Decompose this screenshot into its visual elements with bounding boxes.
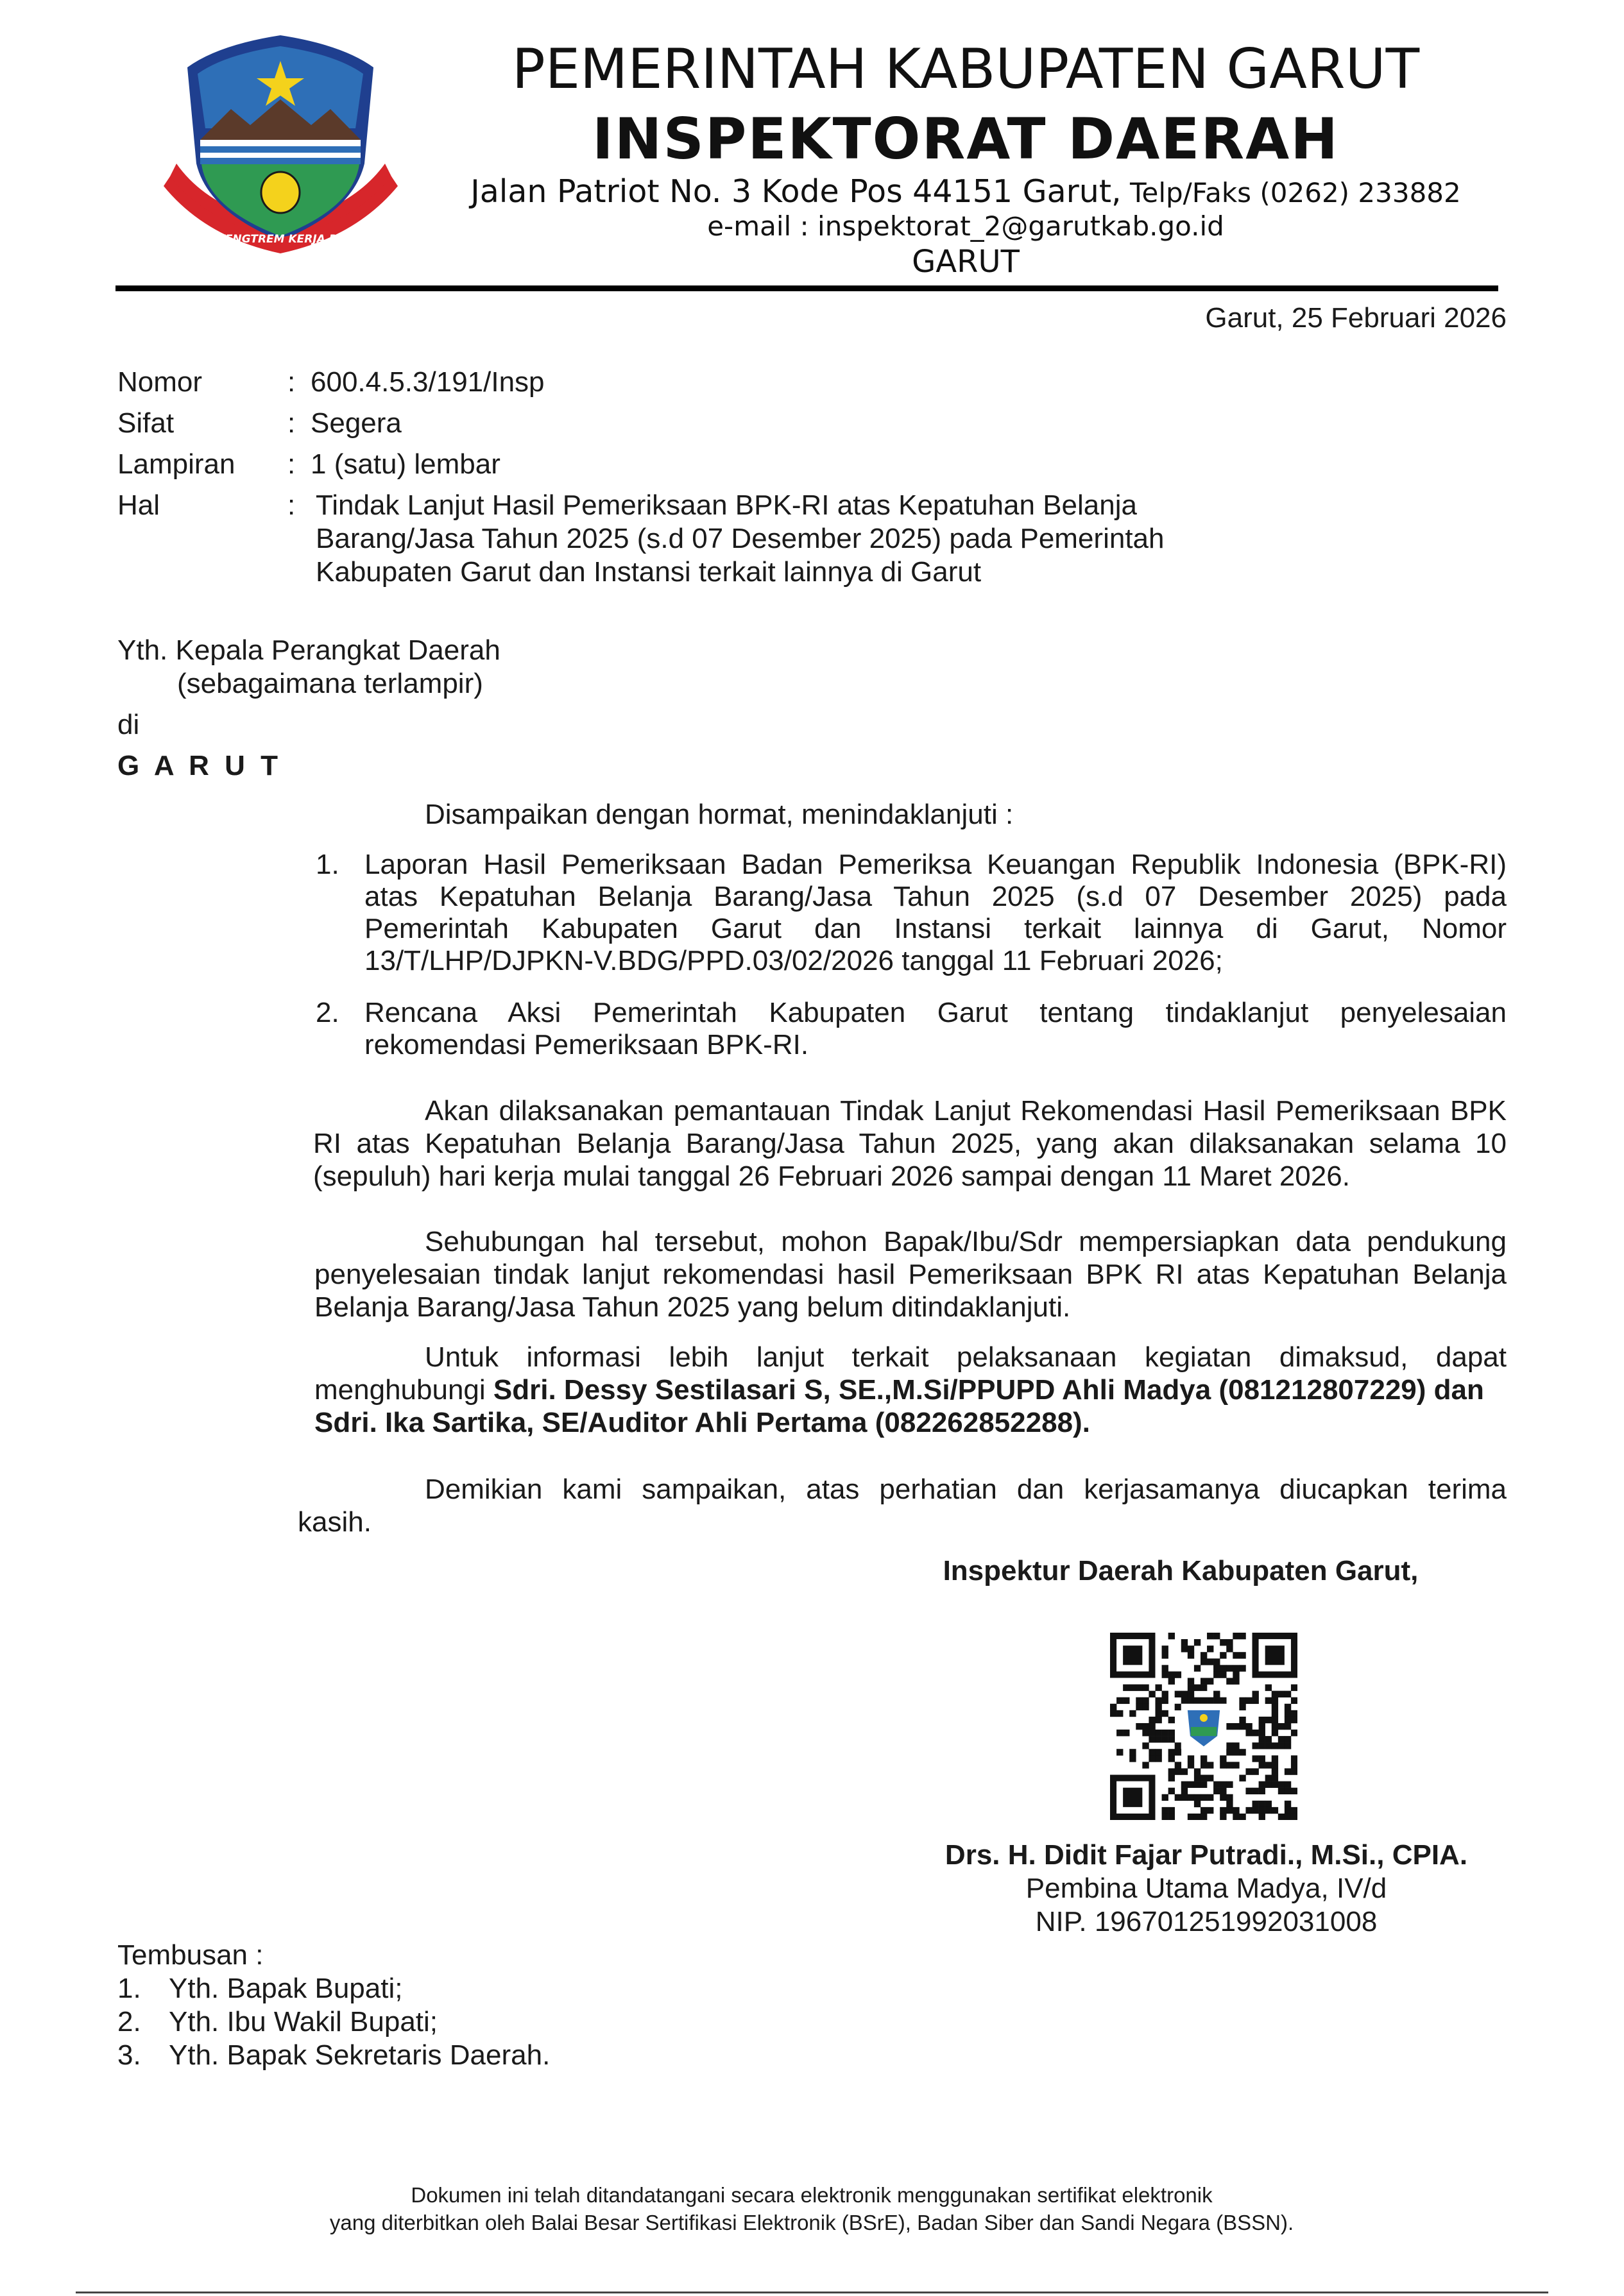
letterhead-city: GARUT bbox=[912, 244, 1020, 280]
signatory-rank: Pembina Utama Madya, IV/d bbox=[1025, 1873, 1387, 1904]
meta-colon: : bbox=[287, 407, 296, 439]
signatory-name: Drs. H. Didit Fajar Putradi., M.Si., CPIA. bbox=[944, 1839, 1468, 1871]
para3-line2 bbox=[314, 1373, 1484, 1407]
list-number: 2. bbox=[316, 997, 339, 1028]
signatory-nip: NIP. 196701251992031008 bbox=[1035, 1906, 1378, 1937]
para1-line1: Akan dilaksanakan pemantauan Tindak Lanjut Rekomendasi Hasil Pemeriksaan BPK bbox=[425, 1095, 1507, 1127]
meta-label-sifat: Sifat bbox=[117, 407, 175, 439]
para1-line2: RI atas Kepatuhan Belanja Barang/Jasa Tahun 2025, yang akan dilaksanakan selama 10 bbox=[313, 1128, 1507, 1159]
item1-line3: Pemerintah Kabupaten Garut dan Instansi terkait lainnya di Garut, Nomor bbox=[364, 913, 1507, 944]
meta-value-sifat: Segera bbox=[311, 407, 402, 439]
para3-contact-intro: menghubungi bbox=[314, 1374, 493, 1406]
list-number: 1. bbox=[316, 849, 339, 880]
meta-colon: : bbox=[287, 448, 296, 480]
address-main: Jalan Patriot No. 3 Kode Pos 44151 Garut, bbox=[470, 173, 1122, 210]
logo-motto: TATA TENGTREM KERJA RAHAJA bbox=[185, 233, 376, 246]
item2-line2: rekomendasi Pemeriksaan BPK-RI. bbox=[364, 1029, 809, 1060]
list-number: 3. bbox=[117, 2039, 141, 2071]
item2-line1: Rencana Aksi Pemerintah Kabupaten Garut tentang tindaklanjut penyelesaian bbox=[364, 997, 1507, 1028]
letter-date: Garut, 25 Februari 2026 bbox=[1205, 302, 1507, 334]
closing-line2: kasih. bbox=[298, 1506, 372, 1538]
qr-code-icon bbox=[1110, 1633, 1297, 1820]
cc-item: Yth. Bapak Sekretaris Daerah. bbox=[169, 2039, 551, 2071]
address-phone: Telp/Faks (0262) 233882 bbox=[1121, 177, 1461, 208]
item1-line4: 13/T/LHP/DJPKN-V.BDG/PPD.03/02/2026 tanggal 11 Februari 2026; bbox=[364, 945, 1223, 976]
garut-regency-logo bbox=[160, 32, 401, 257]
meta-label-nomor: Nomor bbox=[117, 366, 203, 398]
closing-line1: Demikian kami sampaikan, atas perhatian dan kerjasamanya diucapkan terima bbox=[425, 1474, 1507, 1505]
meta-label-lampiran: Lampiran bbox=[117, 448, 235, 480]
meta-value-hal-line3: Kabupaten Garut dan Instansi terkait lainnya di Garut bbox=[316, 556, 982, 588]
cc-heading: Tembusan : bbox=[117, 1939, 264, 1971]
meta-colon: : bbox=[287, 366, 296, 398]
meta-value-lampiran: 1 (satu) lembar bbox=[311, 448, 500, 480]
meta-colon: : bbox=[287, 489, 296, 521]
letterhead-email: e-mail : inspektorat_2@garutkab.go.id bbox=[707, 210, 1224, 242]
letterhead-government: PEMERINTAH KABUPATEN GARUT bbox=[511, 37, 1420, 101]
recipient-note: (sebagaimana terlampir) bbox=[177, 668, 483, 699]
meta-label-hal: Hal bbox=[117, 489, 160, 521]
signature-qr-code bbox=[1110, 1633, 1297, 1820]
letterhead-divider bbox=[115, 285, 1498, 291]
para2-line3: Belanja Barang/Jasa Tahun 2025 yang belum ditindaklanjuti. bbox=[314, 1291, 1071, 1323]
para3-line1: Untuk informasi lebih lanjut terkait pelaksanaan kegiatan dimaksud, dapat bbox=[425, 1341, 1507, 1373]
letterhead-address bbox=[449, 173, 1482, 210]
cc-item: Yth. Bapak Bupati; bbox=[169, 1973, 403, 2004]
signatory-title: Inspektur Daerah Kabupaten Garut, bbox=[943, 1555, 1419, 1586]
meta-value-hal-line2: Barang/Jasa Tahun 2025 (s.d 07 Desember 2025) pada Pemerintah bbox=[316, 523, 1165, 554]
footer-rule bbox=[76, 2292, 1548, 2293]
para3-contact-2: Sdri. Ika Sartika, SE/Auditor Ahli Pertama (082262852288). bbox=[314, 1407, 1090, 1438]
list-number: 2. bbox=[117, 2006, 141, 2037]
para1-line3: (sepuluh) hari kerja mulai tanggal 26 Februari 2026 sampai dengan 11 Maret 2026. bbox=[313, 1161, 1350, 1192]
para3-contact-1: Sdri. Dessy Sestilasari S, SE.,M.Si/PPUPD Ahli Madya (081212807229) dan bbox=[493, 1374, 1484, 1406]
esign-notice-line1: Dokumen ini telah ditandatangani secara elektronik menggunakan sertifikat elektronik bbox=[411, 2183, 1213, 2207]
letterhead-agency: INSPEKTORAT DAERAH bbox=[592, 106, 1339, 172]
meta-value-hal-line1: Tindak Lanjut Hasil Pemeriksaan BPK-RI atas Kepatuhan Belanja bbox=[316, 489, 1137, 521]
para2-line1: Sehubungan hal tersebut, mohon Bapak/Ibu/Sdr mempersiapkan data pendukung bbox=[425, 1226, 1507, 1257]
list-number: 1. bbox=[117, 1973, 141, 2004]
recipient-di: di bbox=[117, 709, 140, 740]
para2-line2: penyelesaian tindak lanjut rekomendasi hasil Pemeriksaan BPK RI atas Kepatuhan Belanja bbox=[314, 1259, 1507, 1290]
item1-line2: atas Kepatuhan Belanja Barang/Jasa Tahun 2025 (s.d 07 Desember 2025) pada bbox=[364, 881, 1507, 912]
cc-item: Yth. Ibu Wakil Bupati; bbox=[169, 2006, 438, 2037]
item1-line1: Laporan Hasil Pemeriksaan Badan Pemeriksa Keuangan Republik Indonesia (BPK-RI) bbox=[364, 849, 1507, 880]
esign-notice-line2: yang diterbitkan oleh Balai Besar Sertifikasi Elektronik (BSrE), Badan Siber dan Sandi Negara (BSSN). bbox=[329, 2211, 1294, 2234]
recipient-city: G A R U T bbox=[117, 750, 282, 781]
meta-value-nomor: 600.4.5.3/191/Insp bbox=[311, 366, 545, 398]
recipient-line: Yth. Kepala Perangkat Daerah bbox=[117, 634, 500, 666]
opening-line: Disampaikan dengan hormat, menindaklanjuti : bbox=[425, 799, 1014, 830]
